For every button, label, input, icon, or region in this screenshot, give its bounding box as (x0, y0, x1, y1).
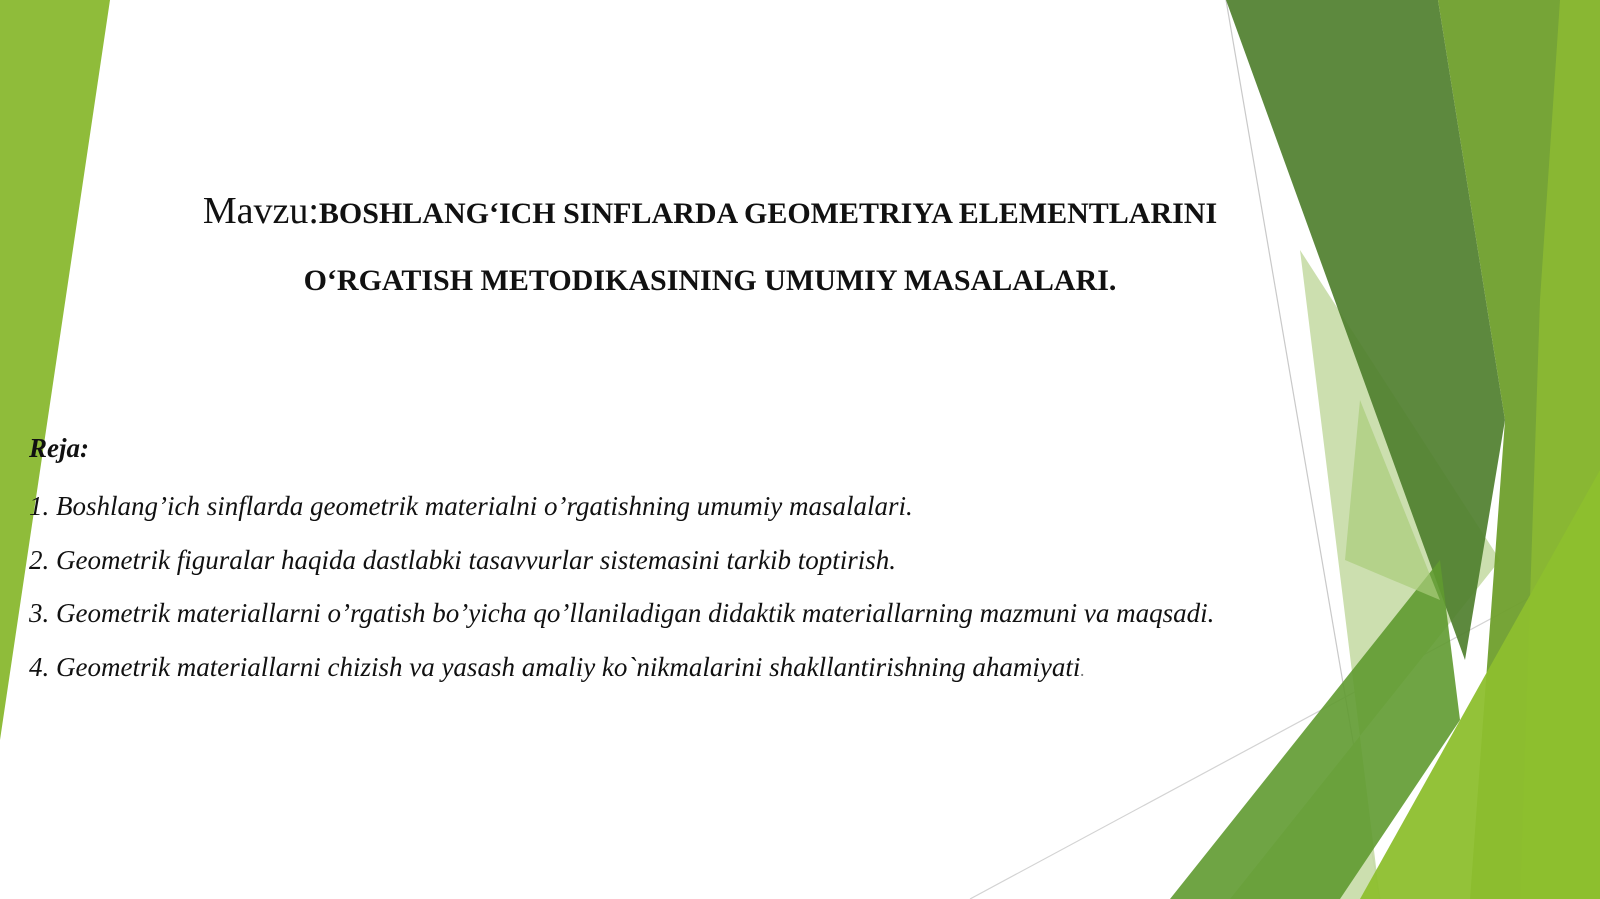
title-prefix: Mavzu: (202, 190, 319, 232)
plan-item-2: 2. Geometrik figuralar haqida dastlabki tasavvurlar sistemasini tarkib toptirish. (29, 544, 896, 575)
plan-item-4 (29, 641, 1349, 698)
title-text-line-2: O‘RGATISH METODIKASINING UMUMIY MASALALARI. (303, 264, 1117, 297)
title-text-line-1: BOSHLANG‘ICH SINFLARDA GEOMETRIYA ELEMENTLARINI (318, 197, 1218, 230)
plan-item-4-text: 4. Geometrik materiallarni chizish va yasash amaliy ko`nikmalarini shakllantirishning ahamiyati (29, 651, 1081, 682)
plan-heading: Reja: (29, 433, 89, 463)
title-line-1 (120, 180, 1300, 250)
plan-item-3: 3. Geometrik materiallarni o’rgatish bo’yicha qo’llaniladigan didaktik materiallarning mazmuni va maqsadi. (29, 598, 1215, 628)
title-line-2 (120, 250, 1300, 317)
plan-section (29, 428, 1349, 697)
plan-item-1: 1. Boshlang’ich sinflarda geometrik materialni o’rgatishning umumiy masalalari. (29, 491, 913, 521)
slide-title (120, 180, 1300, 317)
plan-item-4-tail: . (1080, 659, 1085, 680)
